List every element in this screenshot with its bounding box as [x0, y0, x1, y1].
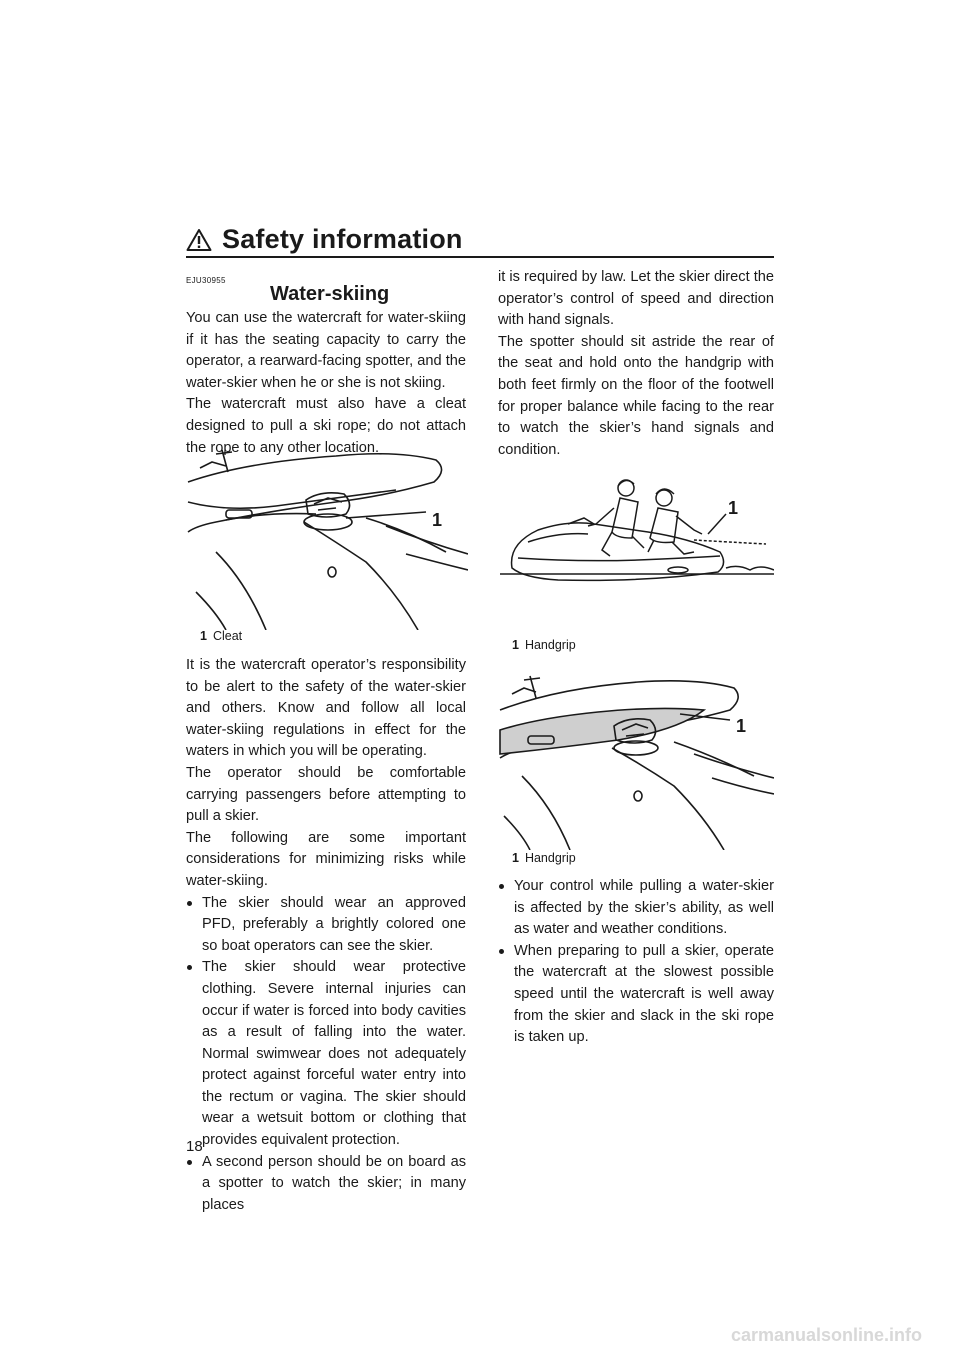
page-header [186, 224, 463, 255]
fig3-callout: 1 [736, 716, 747, 736]
fig1-caption [200, 629, 242, 643]
col1-bullet-list [186, 893, 466, 1217]
page-number: 18 [186, 1138, 203, 1155]
col1-para4: The operator should be comfortable carrying passengers before attempting to pull a skier. [186, 764, 466, 825]
list-item: The skier should wear an approved PFD, preferably a brightly colored one so boat operators can see the skier. [186, 893, 466, 958]
fig3-caption [512, 851, 576, 865]
fig3-caption-num: 1 [512, 851, 519, 865]
col1-body [186, 655, 466, 1216]
fig1-caption-num: 1 [200, 629, 207, 643]
handgrip-illustration [498, 670, 774, 850]
col1-intro [186, 308, 466, 459]
fig2-caption-num: 1 [512, 638, 519, 652]
warning-triangle-icon [186, 228, 212, 252]
header-rule [186, 256, 774, 258]
site-watermark: carmanualsonline.info [730, 1325, 922, 1345]
fig1-callout: 1 [432, 510, 443, 530]
fig1-caption-text: Cleat [212, 629, 243, 643]
col1-para3: It is the watercraft operator’s responsibility to be alert to the safety of the water-skier and others. Know and follow all local water-skiing regulations in effect for the waters in which you will be operating. [186, 657, 466, 760]
fig2-caption [512, 638, 576, 652]
fig2-callout: 1 [728, 498, 739, 518]
cleat-illustration [186, 442, 468, 630]
fig3-caption-text: Handgrip [524, 851, 576, 865]
spotter-illustration [498, 472, 774, 600]
col1-para1: You can use the watercraft for water-skiing if it has the seating capacity to carry the operator, a rearward-facing spotter, and the water-skier when he or she is not skiing. [186, 310, 466, 391]
header-title: Safety information [222, 224, 463, 254]
section-heading: Water-skiing [270, 283, 390, 305]
list-item: The skier should wear protective clothing. Severe internal injuries can occur if water is forced into body cavities as a result of falling into the water. Normal swimwear does not adequately protect against forceful water entry into the rectum or vagina. The skier should wear a wetsuit bottom or clothing that provides equivalent protection. [186, 957, 466, 1151]
col2-para2: The spotter should sit astride the rear of the seat and hold onto the handgrip with both feet firmly on the floor of the footwell for proper balance while facing to the rear to watch the skier’s hand signals and condition. [498, 333, 774, 458]
fig2-caption-text: Handgrip [524, 638, 576, 652]
list-item: Your control while pulling a water-skier is affected by the skier’s ability, as well as water and weather conditions. [498, 876, 774, 941]
col2-bullet-list [498, 876, 774, 1049]
list-item: When preparing to pull a skier, operate the watercraft at the slowest possible speed until the watercraft is well away from the skier and slack in the ski rope is taken up. [498, 941, 774, 1049]
col2-body [498, 876, 774, 1049]
col2-para1: it is required by law. Let the skier direct the operator’s control of speed and direction with hand signals. [498, 269, 774, 329]
col1-para2: The watercraft must also have a cleat designed to pull a ski rope; do not attach the rope to any other location. [186, 396, 466, 456]
list-item: A second person should be on board as a spotter to watch the skier; in many places [186, 1152, 466, 1217]
col1-para5: The following are some important considerations for minimizing risks while water-skiing. [186, 829, 466, 889]
col2-intro [498, 267, 774, 461]
section-code: EJU30955 [186, 276, 226, 285]
